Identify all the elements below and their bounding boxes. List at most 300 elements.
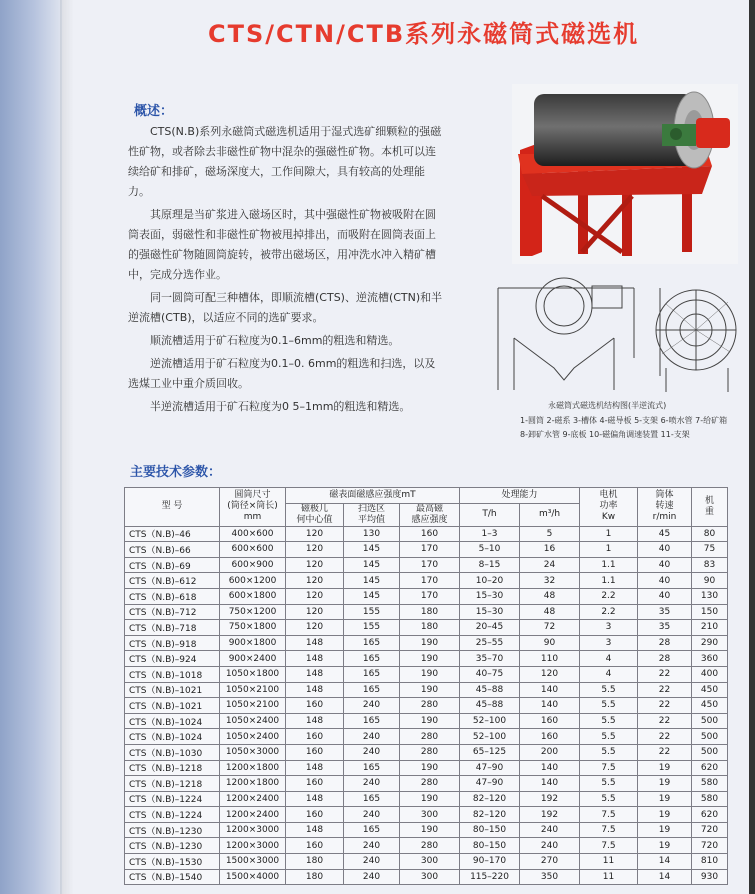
- cell-field-max: 280: [400, 698, 460, 714]
- header-speed-line: 筒体: [655, 490, 674, 501]
- cell-field-sweep: 165: [344, 822, 400, 838]
- cell-capacity-m3h: 32: [520, 573, 580, 589]
- cell-field-sweep: 165: [344, 760, 400, 776]
- cell-drum-speed: 35: [638, 620, 692, 636]
- cell-weight: 130: [692, 588, 728, 604]
- cell-capacity-tph: 15–30: [460, 588, 520, 604]
- cell-field-max: 280: [400, 838, 460, 854]
- specs-heading: 主要技术参数：: [130, 465, 222, 480]
- cell-model: CTS（N.B)–1021: [125, 682, 220, 698]
- cell-capacity-m3h: 140: [520, 760, 580, 776]
- cell-capacity-m3h: 90: [520, 635, 580, 651]
- cell-field-center: 180: [286, 869, 344, 885]
- cell-weight: 400: [692, 666, 728, 682]
- cell-field-center: 160: [286, 776, 344, 792]
- cell-model: CTS（N.B)–1230: [125, 838, 220, 854]
- cell-field-center: 120: [286, 573, 344, 589]
- cell-capacity-tph: 80–150: [460, 822, 520, 838]
- cell-motor-power: 4: [580, 666, 638, 682]
- cell-capacity-m3h: 110: [520, 651, 580, 667]
- table-row: [125, 573, 728, 589]
- cell-capacity-tph: 82–120: [460, 807, 520, 823]
- cell-weight: 210: [692, 620, 728, 636]
- table-row: [125, 557, 728, 573]
- structure-diagram: [484, 268, 746, 398]
- cell-capacity-m3h: 16: [520, 542, 580, 558]
- cell-field-sweep: 240: [344, 744, 400, 760]
- cell-drum-size: 1200×2400: [220, 807, 286, 823]
- diagram-caption: 永磁筒式磁选机结构图(半逆流式): [548, 401, 667, 410]
- cell-model: CTS（N.B)–1224: [125, 807, 220, 823]
- cell-field-max: 180: [400, 604, 460, 620]
- cell-field-max: 300: [400, 807, 460, 823]
- cell-capacity-m3h: 192: [520, 807, 580, 823]
- cell-model: CTS（N.B)–924: [125, 651, 220, 667]
- cell-model: CTS（N.B)–612: [125, 573, 220, 589]
- table-row: [125, 604, 728, 620]
- cell-drum-size: 1050×3000: [220, 744, 286, 760]
- cell-capacity-m3h: 200: [520, 744, 580, 760]
- cell-field-max: 160: [400, 526, 460, 542]
- cell-capacity-m3h: 240: [520, 822, 580, 838]
- overview-paragraph: 其原理是当矿浆进入磁场区时，其中强磁性矿物被吸附在圆筒表面，弱磁性和非磁性矿物被甩掉排出，而吸附在圆筒表面上的强磁性矿物随圆筒旋转，被带出磁场区，用冲洗水冲入精矿槽中，完成分选作业。: [128, 208, 436, 281]
- cell-field-max: 170: [400, 557, 460, 573]
- cell-field-sweep: 240: [344, 869, 400, 885]
- cell-field-center: 148: [286, 791, 344, 807]
- cell-field-sweep: 165: [344, 682, 400, 698]
- table-row: [125, 542, 728, 558]
- table-row: [125, 854, 728, 870]
- cell-model: CTS（N.B)–618: [125, 588, 220, 604]
- cell-weight: 150: [692, 604, 728, 620]
- cell-field-max: 190: [400, 822, 460, 838]
- cell-model: CTS（N.B)–1030: [125, 744, 220, 760]
- cell-drum-speed: 22: [638, 698, 692, 714]
- cell-capacity-tph: 115–220: [460, 869, 520, 885]
- cell-drum-size: 1200×1800: [220, 760, 286, 776]
- cell-drum-speed: 19: [638, 838, 692, 854]
- cell-motor-power: 5.5: [580, 682, 638, 698]
- header-motor-unit: Kw: [601, 512, 616, 523]
- cell-model: CTS（N.B)–1230: [125, 822, 220, 838]
- header-line: 平均值: [357, 514, 385, 525]
- cell-drum-speed: 19: [638, 760, 692, 776]
- header-line: 最高磁: [415, 503, 443, 514]
- cell-motor-power: 1: [580, 542, 638, 558]
- header-drum-size: [220, 488, 286, 527]
- cell-drum-speed: 28: [638, 635, 692, 651]
- cell-field-max: 170: [400, 542, 460, 558]
- cell-drum-speed: 14: [638, 854, 692, 870]
- cell-motor-power: 3: [580, 620, 638, 636]
- cell-weight: 500: [692, 713, 728, 729]
- cell-field-sweep: 155: [344, 620, 400, 636]
- cell-weight: 75: [692, 542, 728, 558]
- cell-field-max: 280: [400, 729, 460, 745]
- table-row: [125, 666, 728, 682]
- header-model: 型 号: [125, 488, 220, 527]
- spec-table: [124, 487, 728, 885]
- cell-motor-power: 7.5: [580, 822, 638, 838]
- cell-field-center: 160: [286, 838, 344, 854]
- cell-field-max: 300: [400, 869, 460, 885]
- cell-drum-speed: 35: [638, 604, 692, 620]
- header-capacity-m3h: m³/h: [520, 503, 580, 526]
- cell-motor-power: 2.2: [580, 604, 638, 620]
- cell-capacity-m3h: 240: [520, 838, 580, 854]
- cell-weight: 450: [692, 698, 728, 714]
- cell-model: CTS（N.B)–1218: [125, 760, 220, 776]
- cell-field-center: 148: [286, 713, 344, 729]
- cell-field-sweep: 240: [344, 854, 400, 870]
- header-line: 何中心值: [296, 514, 333, 525]
- header-line: 磁极几: [300, 503, 328, 514]
- cell-model: CTS（N.B)–1218: [125, 776, 220, 792]
- cell-weight: 83: [692, 557, 728, 573]
- overview-paragraph: 逆流槽适用于矿石粒度为0.1–0. 6mm的粗选和扫选，以及选煤工业中重介质回收。: [128, 357, 436, 390]
- cell-field-sweep: 145: [344, 557, 400, 573]
- cell-drum-speed: 40: [638, 573, 692, 589]
- header-line: 感应强度: [411, 514, 448, 525]
- table-row: [125, 776, 728, 792]
- cell-model: CTS（N.B)–1530: [125, 854, 220, 870]
- table-row: [125, 526, 728, 542]
- cell-capacity-m3h: 140: [520, 776, 580, 792]
- cell-motor-power: 1.1: [580, 573, 638, 589]
- cell-model: CTS（N.B)–69: [125, 557, 220, 573]
- cell-drum-speed: 19: [638, 807, 692, 823]
- header-field-strength: 磁表面磁感应强度mT: [286, 488, 460, 504]
- cell-drum-size: 600×1800: [220, 588, 286, 604]
- cell-capacity-m3h: 140: [520, 682, 580, 698]
- cell-capacity-tph: 8–15: [460, 557, 520, 573]
- header-speed-unit: r/min: [652, 512, 677, 523]
- cell-field-max: 190: [400, 760, 460, 776]
- table-row: [125, 760, 728, 776]
- cell-drum-speed: 40: [638, 588, 692, 604]
- cell-capacity-tph: 90–170: [460, 854, 520, 870]
- table-row: [125, 822, 728, 838]
- machine-photo: [512, 84, 738, 264]
- cell-field-center: 120: [286, 526, 344, 542]
- cell-field-max: 190: [400, 635, 460, 651]
- cell-drum-size: 1050×2100: [220, 698, 286, 714]
- cell-field-sweep: 145: [344, 573, 400, 589]
- cell-motor-power: 4: [580, 651, 638, 667]
- header-field-max: [400, 503, 460, 526]
- cell-field-sweep: 240: [344, 776, 400, 792]
- cell-field-sweep: 240: [344, 729, 400, 745]
- cell-field-center: 148: [286, 666, 344, 682]
- cell-drum-size: 1200×1800: [220, 776, 286, 792]
- cell-field-sweep: 240: [344, 698, 400, 714]
- cell-drum-speed: 19: [638, 776, 692, 792]
- cell-model: CTS（N.B)–1540: [125, 869, 220, 885]
- cell-motor-power: 7.5: [580, 838, 638, 854]
- cell-weight: 90: [692, 573, 728, 589]
- cell-field-sweep: 130: [344, 526, 400, 542]
- cell-drum-size: 1200×3000: [220, 822, 286, 838]
- diagram-legend-line: 8-卸矿水管 9-底板 10-磁偏角调速装置 11-支架: [520, 430, 690, 439]
- diagram-legend-line: 1-圆筒 2-磁系 3-槽体 4-磁导板 5-支架 6-喷水管 7-给矿箱: [520, 416, 728, 425]
- cell-model: CTS（N.B)–718: [125, 620, 220, 636]
- cell-drum-size: 600×600: [220, 542, 286, 558]
- cell-capacity-tph: 40–75: [460, 666, 520, 682]
- cell-field-center: 148: [286, 760, 344, 776]
- cell-weight: 360: [692, 651, 728, 667]
- cell-field-center: 160: [286, 744, 344, 760]
- cell-capacity-tph: 82–120: [460, 791, 520, 807]
- cell-weight: 620: [692, 760, 728, 776]
- cell-motor-power: 7.5: [580, 760, 638, 776]
- cell-drum-size: 600×1200: [220, 573, 286, 589]
- cell-model: CTS（N.B)–1024: [125, 713, 220, 729]
- cell-capacity-m3h: 72: [520, 620, 580, 636]
- header-motor-line: 功率: [599, 501, 618, 512]
- cell-weight: 930: [692, 869, 728, 885]
- header-speed-line: 转速: [655, 501, 674, 512]
- cell-drum-size: 1050×2100: [220, 682, 286, 698]
- cell-field-max: 280: [400, 744, 460, 760]
- cell-model: CTS（N.B)–1224: [125, 791, 220, 807]
- table-row: [125, 838, 728, 854]
- cell-capacity-m3h: 350: [520, 869, 580, 885]
- table-row: [125, 682, 728, 698]
- table-row: [125, 620, 728, 636]
- cell-model: CTS（N.B)–1021: [125, 698, 220, 714]
- cell-capacity-m3h: 48: [520, 604, 580, 620]
- cell-weight: 450: [692, 682, 728, 698]
- cell-drum-speed: 22: [638, 744, 692, 760]
- cell-motor-power: 11: [580, 854, 638, 870]
- cell-field-max: 190: [400, 791, 460, 807]
- cell-field-sweep: 240: [344, 838, 400, 854]
- cell-drum-size: 600×900: [220, 557, 286, 573]
- cell-capacity-tph: 47–90: [460, 776, 520, 792]
- header-weight-line: 机: [704, 495, 714, 506]
- table-row: [125, 744, 728, 760]
- cell-field-sweep: 165: [344, 666, 400, 682]
- cell-model: CTS（N.B)–918: [125, 635, 220, 651]
- cell-capacity-m3h: 192: [520, 791, 580, 807]
- cell-capacity-m3h: 24: [520, 557, 580, 573]
- cell-capacity-m3h: 120: [520, 666, 580, 682]
- overview-paragraph: 同一圆筒可配三种槽体，即顺流槽(CTS)、逆流槽(CTN)和半逆流槽(CTB)，以适应不同的选矿要求。: [128, 291, 443, 324]
- cell-motor-power: 1: [580, 526, 638, 542]
- header-field-sweep: [344, 503, 400, 526]
- cell-drum-size: 1200×2400: [220, 791, 286, 807]
- cell-motor-power: 2.2: [580, 588, 638, 604]
- cell-drum-speed: 22: [638, 666, 692, 682]
- cell-field-center: 160: [286, 807, 344, 823]
- cell-motor-power: 5.5: [580, 698, 638, 714]
- cell-capacity-m3h: 140: [520, 698, 580, 714]
- header-capacity-tph: T/h: [460, 503, 520, 526]
- cell-weight: 810: [692, 854, 728, 870]
- cell-field-center: 148: [286, 651, 344, 667]
- table-row: [125, 791, 728, 807]
- cell-model: CTS（N.B)–46: [125, 526, 220, 542]
- cell-drum-size: 1050×2400: [220, 729, 286, 745]
- cell-field-max: 170: [400, 573, 460, 589]
- cell-capacity-tph: 1–3: [460, 526, 520, 542]
- cell-field-sweep: 145: [344, 588, 400, 604]
- overview-paragraph: CTS(N.B)系列永磁筒式磁选机适用于湿式选矿细颗粒的强磁性矿物，或者除去非磁性矿物中混杂的强磁性矿物。本机可以连续给矿和排矿，磁场深度大，工作间隙大，具有较高的处理能力。: [128, 125, 442, 198]
- cell-field-center: 120: [286, 542, 344, 558]
- cell-weight: 720: [692, 838, 728, 854]
- cell-motor-power: 3: [580, 635, 638, 651]
- cell-motor-power: 1.1: [580, 557, 638, 573]
- overview-heading: 概述：: [134, 104, 174, 119]
- cell-field-center: 120: [286, 588, 344, 604]
- spec-table-body: [125, 526, 728, 885]
- cell-capacity-tph: 65–125: [460, 744, 520, 760]
- cell-model: CTS（N.B)–1018: [125, 666, 220, 682]
- cell-capacity-tph: 80–150: [460, 838, 520, 854]
- cell-field-center: 160: [286, 729, 344, 745]
- cell-weight: 580: [692, 791, 728, 807]
- cell-field-max: 190: [400, 682, 460, 698]
- header-line: 扫选区: [357, 503, 385, 514]
- cell-field-max: 190: [400, 713, 460, 729]
- table-row: [125, 698, 728, 714]
- page-right-edge: [749, 0, 755, 894]
- header-field-center: [286, 503, 344, 526]
- diagram-legend: [520, 414, 727, 442]
- cell-drum-size: 750×1200: [220, 604, 286, 620]
- cell-field-center: 180: [286, 854, 344, 870]
- header-motor-line: 电机: [599, 490, 618, 501]
- cell-motor-power: 5.5: [580, 791, 638, 807]
- cell-drum-size: 750×1800: [220, 620, 286, 636]
- cell-capacity-m3h: 160: [520, 713, 580, 729]
- table-row: [125, 713, 728, 729]
- cell-capacity-m3h: 160: [520, 729, 580, 745]
- cell-motor-power: 5.5: [580, 776, 638, 792]
- cell-field-center: 120: [286, 557, 344, 573]
- cell-field-sweep: 240: [344, 807, 400, 823]
- cell-capacity-m3h: 5: [520, 526, 580, 542]
- table-row: [125, 729, 728, 745]
- cell-drum-speed: 28: [638, 651, 692, 667]
- cell-drum-size: 400×600: [220, 526, 286, 542]
- cell-weight: 290: [692, 635, 728, 651]
- header-weight: [692, 488, 728, 527]
- overview-text: [128, 122, 446, 420]
- cell-drum-size: 900×2400: [220, 651, 286, 667]
- page-title: CTS/CTN/CTB系列永磁筒式磁选机: [208, 20, 640, 48]
- table-row: [125, 807, 728, 823]
- cell-capacity-m3h: 270: [520, 854, 580, 870]
- cell-field-center: 148: [286, 635, 344, 651]
- cell-field-sweep: 165: [344, 713, 400, 729]
- cell-weight: 620: [692, 807, 728, 823]
- cell-capacity-tph: 25–55: [460, 635, 520, 651]
- cell-field-sweep: 165: [344, 635, 400, 651]
- page-fold-shadow: [60, 0, 74, 894]
- overview-paragraph: 顺流槽适用于矿石粒度为0.1–6mm的粗选和精选。: [150, 334, 400, 347]
- cell-weight: 580: [692, 776, 728, 792]
- cell-drum-size: 1050×2400: [220, 713, 286, 729]
- table-row: [125, 588, 728, 604]
- cell-capacity-tph: 5–10: [460, 542, 520, 558]
- cell-drum-speed: 19: [638, 822, 692, 838]
- cell-drum-size: 1500×3000: [220, 854, 286, 870]
- cell-field-center: 148: [286, 682, 344, 698]
- cell-drum-speed: 40: [638, 557, 692, 573]
- cell-drum-size: 900×1800: [220, 635, 286, 651]
- cell-model: CTS（N.B)–1024: [125, 729, 220, 745]
- cell-drum-size: 1500×4000: [220, 869, 286, 885]
- cell-field-max: 280: [400, 776, 460, 792]
- cell-motor-power: 7.5: [580, 807, 638, 823]
- header-drum-speed: [638, 488, 692, 527]
- cell-drum-speed: 22: [638, 713, 692, 729]
- cell-field-sweep: 165: [344, 791, 400, 807]
- cell-capacity-tph: 15–30: [460, 604, 520, 620]
- cell-drum-speed: 19: [638, 791, 692, 807]
- cell-weight: 500: [692, 729, 728, 745]
- header-drum-size-line: (筒径×筒长): [227, 501, 278, 512]
- cell-field-max: 170: [400, 588, 460, 604]
- cell-drum-speed: 22: [638, 729, 692, 745]
- overview-paragraph: 半逆流槽适用于矿石粒度为0 5–1mm的粗选和精选。: [150, 400, 411, 413]
- cell-field-center: 148: [286, 822, 344, 838]
- cell-field-max: 190: [400, 651, 460, 667]
- table-row: [125, 635, 728, 651]
- cell-field-center: 160: [286, 698, 344, 714]
- cell-capacity-tph: 47–90: [460, 760, 520, 776]
- cell-motor-power: 5.5: [580, 729, 638, 745]
- cell-field-sweep: 145: [344, 542, 400, 558]
- cell-model: CTS（N.B)–712: [125, 604, 220, 620]
- cell-weight: 80: [692, 526, 728, 542]
- table-row: [125, 651, 728, 667]
- cell-model: CTS（N.B)–66: [125, 542, 220, 558]
- cell-capacity-tph: 52–100: [460, 713, 520, 729]
- cell-field-max: 300: [400, 854, 460, 870]
- cell-capacity-tph: 35–70: [460, 651, 520, 667]
- cell-drum-size: 1050×1800: [220, 666, 286, 682]
- header-weight-line: 重: [704, 506, 714, 517]
- cell-field-sweep: 165: [344, 651, 400, 667]
- cell-capacity-tph: 45–88: [460, 698, 520, 714]
- cell-weight: 720: [692, 822, 728, 838]
- cell-capacity-m3h: 48: [520, 588, 580, 604]
- cell-capacity-tph: 20–45: [460, 620, 520, 636]
- header-motor-power: [580, 488, 638, 527]
- header-drum-size-unit: mm: [243, 512, 262, 523]
- cell-field-center: 120: [286, 620, 344, 636]
- cell-capacity-tph: 52–100: [460, 729, 520, 745]
- cell-field-center: 120: [286, 604, 344, 620]
- header-drum-size-line: 圆筒尺寸: [234, 490, 271, 501]
- cell-field-max: 190: [400, 666, 460, 682]
- cell-drum-speed: 22: [638, 682, 692, 698]
- cell-capacity-tph: 10–20: [460, 573, 520, 589]
- cell-weight: 500: [692, 744, 728, 760]
- cell-field-sweep: 155: [344, 604, 400, 620]
- cell-drum-speed: 45: [638, 526, 692, 542]
- cell-capacity-tph: 45–88: [460, 682, 520, 698]
- table-row: [125, 869, 728, 885]
- cell-motor-power: 5.5: [580, 744, 638, 760]
- cell-drum-size: 1200×3000: [220, 838, 286, 854]
- header-capacity: 处理能力: [460, 488, 580, 504]
- cell-motor-power: 11: [580, 869, 638, 885]
- cell-drum-speed: 40: [638, 542, 692, 558]
- cell-field-max: 180: [400, 620, 460, 636]
